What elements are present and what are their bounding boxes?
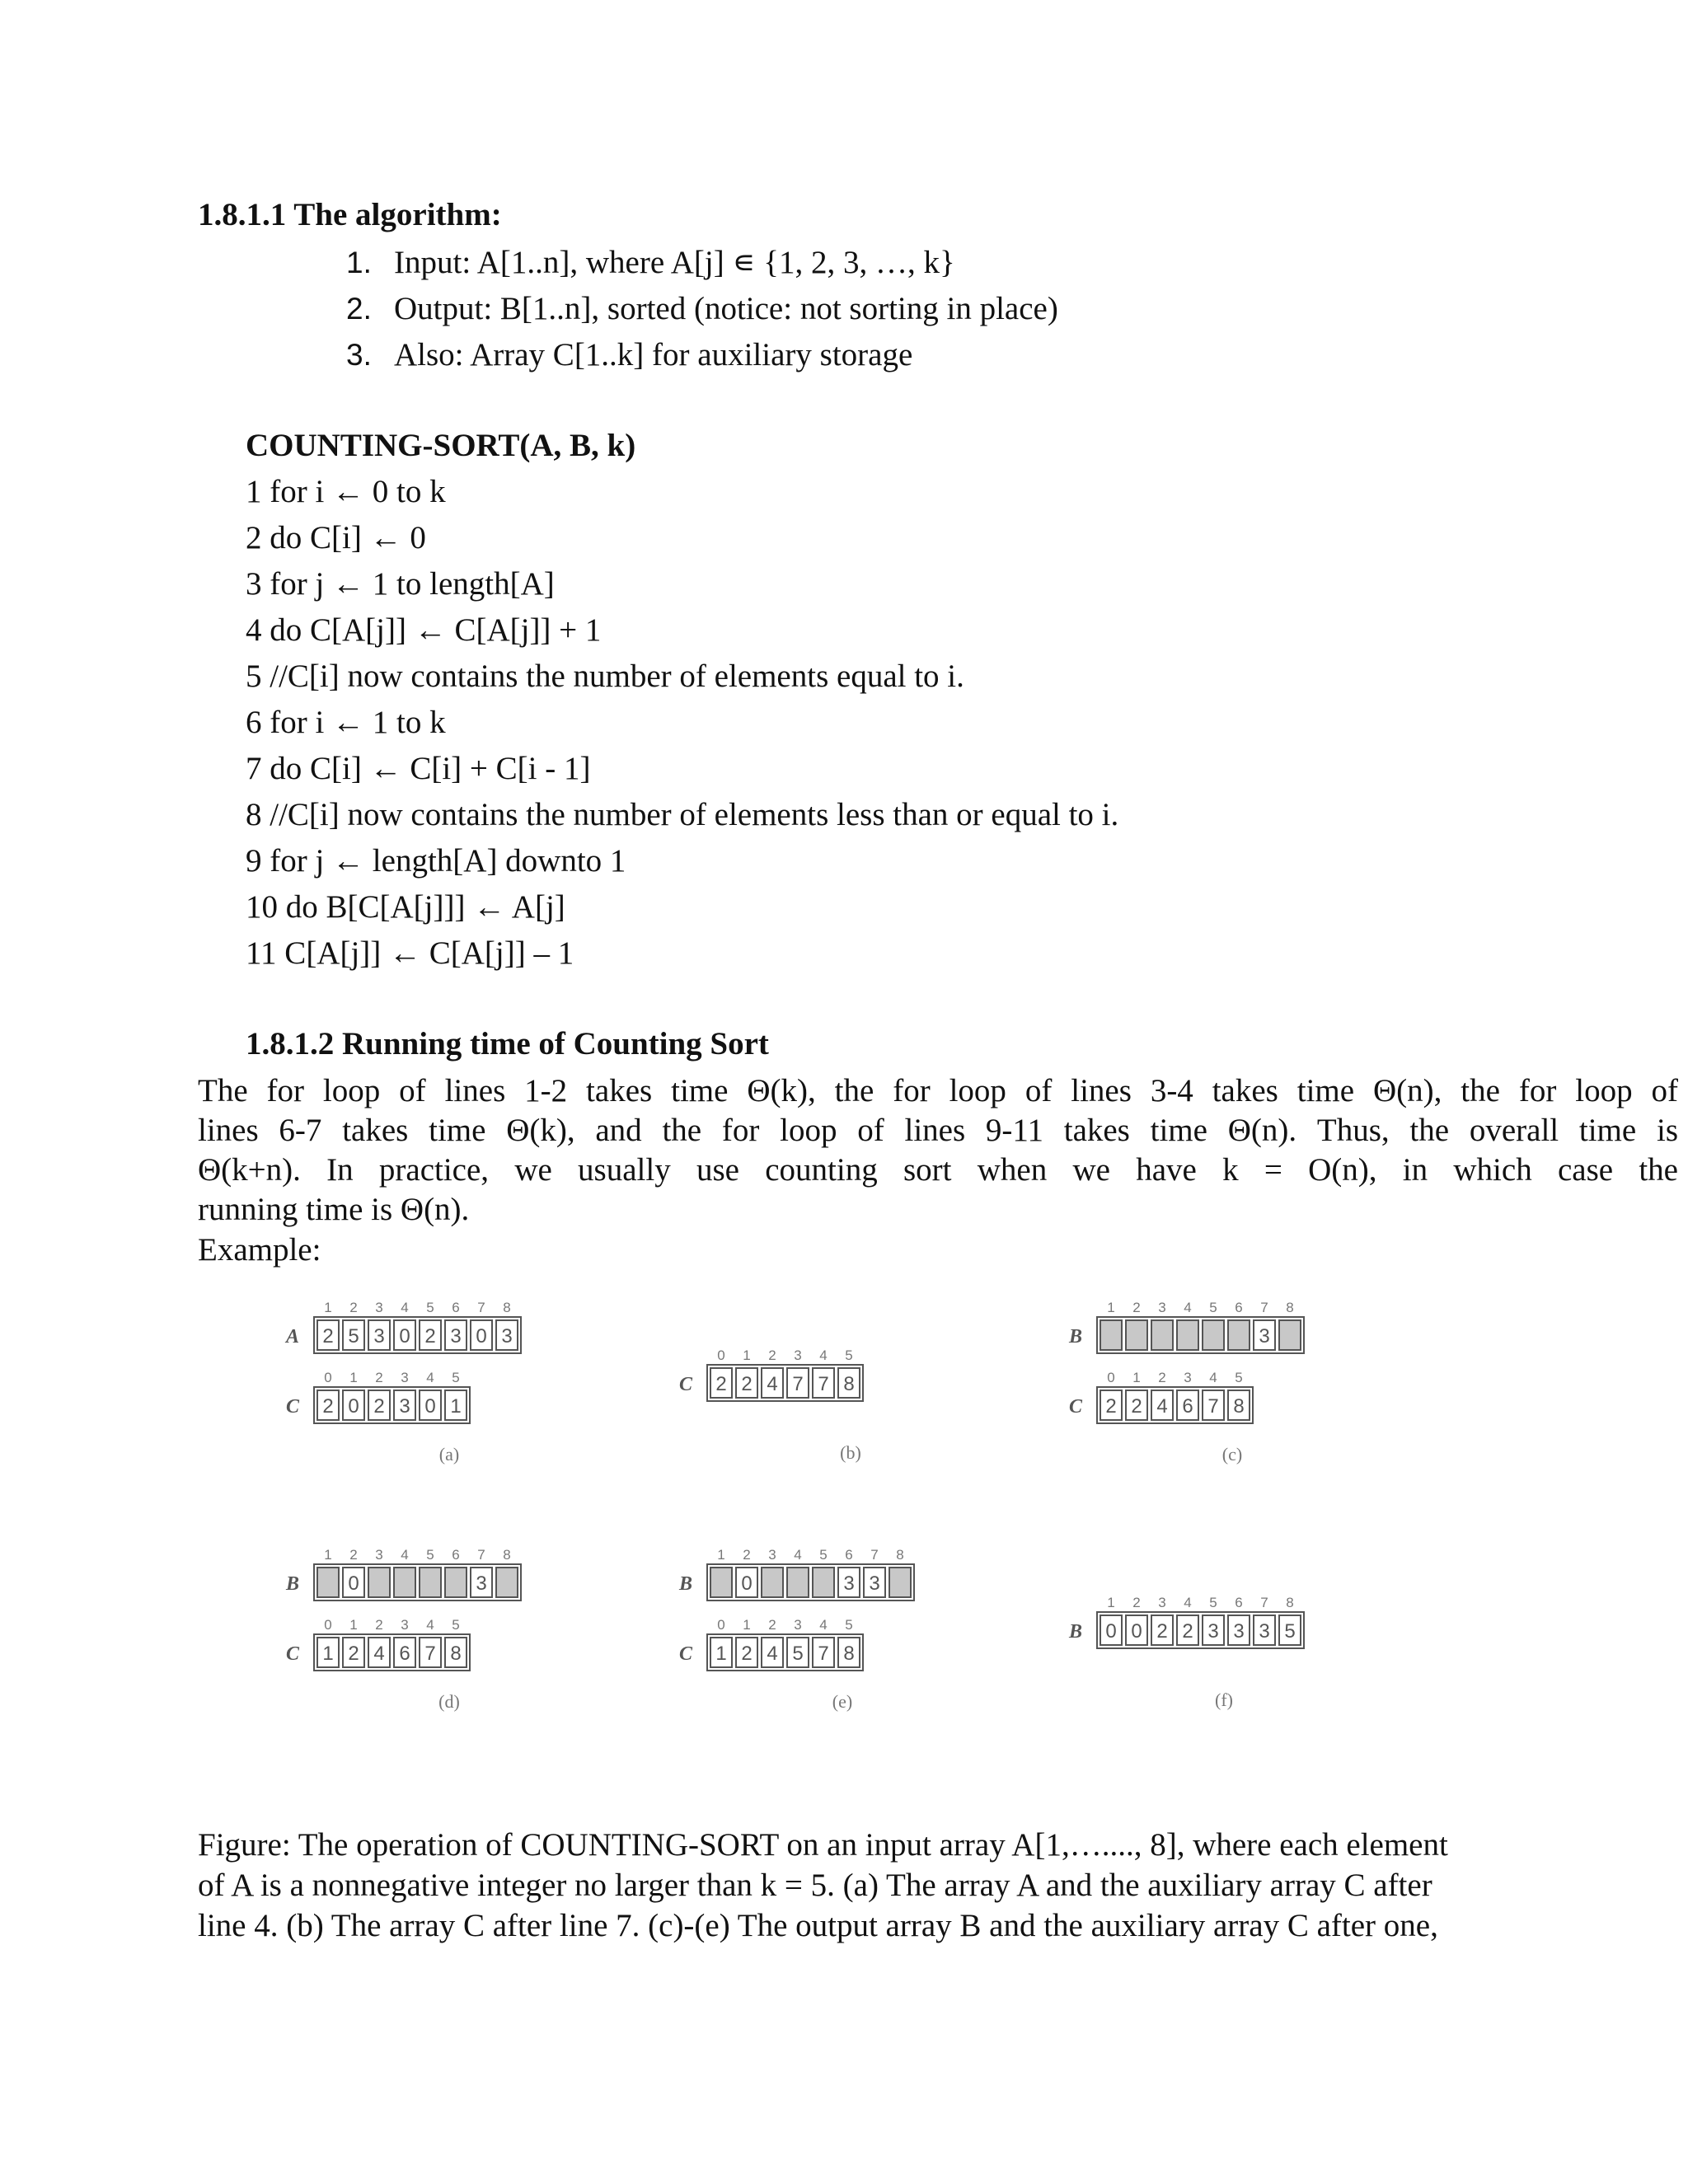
array-index-label: 2: [1132, 1302, 1141, 1315]
array-cell-value: 5: [792, 1643, 804, 1665]
array-cell-value: 2: [741, 1643, 753, 1665]
array-index-label: 3: [375, 1302, 383, 1315]
paragraph-line: lines 6-7 takes time Θ(k), and the for loop of lines 9-11 takes time Θ(n). Thus, the overall time is: [198, 1113, 1678, 1148]
array-cell-empty: [1126, 1320, 1147, 1350]
list-number: 3.: [346, 338, 372, 372]
array-index-label: 8: [1286, 1302, 1294, 1315]
array-cell-empty: [1279, 1320, 1301, 1350]
array-index-label: 2: [375, 1370, 383, 1385]
example-label: Example:: [198, 1232, 321, 1268]
array-cell-value: 8: [843, 1373, 855, 1395]
array-index-label: 3: [768, 1547, 776, 1563]
array-index-label: 0: [717, 1347, 725, 1363]
array-cell-value: 2: [373, 1395, 385, 1418]
array-index-label: 2: [1132, 1595, 1141, 1610]
array-cell-empty: [762, 1568, 783, 1597]
array-index-label: 1: [743, 1617, 751, 1633]
array-index-label: 4: [1184, 1595, 1192, 1610]
array-index-label: 5: [819, 1547, 828, 1563]
array-index-label: 4: [1209, 1370, 1217, 1385]
array-cell-value: 6: [399, 1643, 410, 1665]
array-name-label: C: [285, 1396, 300, 1418]
panel-label: (b): [840, 1442, 861, 1463]
code-line: 7 do C[i] ← C[i] + C[i - 1]: [246, 751, 591, 786]
code-line: 8 //C[i] now contains the number of elements less than or equal to i.: [246, 797, 1119, 832]
array-index-label: 3: [401, 1370, 409, 1385]
array-index-label: 3: [1158, 1595, 1166, 1610]
array-index-label: 5: [1209, 1302, 1217, 1315]
array-index-label: 2: [768, 1617, 776, 1633]
list-number: 2.: [346, 292, 372, 326]
array-index-label: 1: [349, 1370, 358, 1385]
array-cell-value: 7: [818, 1373, 829, 1395]
array-cell-empty: [445, 1568, 467, 1597]
array-cell-empty: [1228, 1320, 1250, 1350]
array-cell-value: 1: [715, 1643, 727, 1665]
array-name-label: B: [1068, 1326, 1083, 1347]
paragraph-line: running time is Θ(n).: [198, 1192, 470, 1227]
array-cell-value: 1: [322, 1643, 334, 1665]
array-index-label: 0: [324, 1617, 332, 1633]
array-index-label: 7: [1260, 1302, 1268, 1315]
array-cell-empty: [710, 1568, 732, 1597]
array-index-label: 7: [870, 1547, 879, 1563]
array-index-label: 7: [477, 1302, 485, 1315]
array-cell-empty: [1151, 1320, 1173, 1350]
array-index-label: 0: [717, 1617, 725, 1633]
array-index-label: 4: [426, 1617, 434, 1633]
array-index-label: 4: [401, 1302, 409, 1315]
array-cell-value: 8: [843, 1643, 855, 1665]
array-index-label: 5: [845, 1617, 853, 1633]
array-index-label: 6: [1235, 1595, 1243, 1610]
section-heading-algorithm: 1.8.1.1 The algorithm:: [198, 197, 502, 232]
array-index-label: 8: [503, 1302, 511, 1315]
array-index-label: 6: [452, 1547, 460, 1563]
array-index-label: 5: [452, 1617, 460, 1633]
array-cell-empty: [420, 1568, 441, 1597]
array-cell-value: 3: [1233, 1620, 1245, 1643]
array-index-label: 8: [896, 1547, 904, 1563]
array-index-label: 2: [375, 1617, 383, 1633]
array-cell-value: 2: [1156, 1620, 1168, 1643]
array-cell-value: 2: [424, 1325, 436, 1347]
array-cell-value: 4: [767, 1643, 778, 1665]
array-cell-empty: [1203, 1320, 1224, 1350]
array-cell-value: 7: [792, 1373, 804, 1395]
panel-label: (a): [438, 1444, 460, 1465]
array-name-label: C: [678, 1374, 693, 1395]
array-index-label: 0: [1107, 1370, 1115, 1385]
array-cell-value: 8: [1233, 1395, 1245, 1418]
array-cell-value: 2: [348, 1643, 359, 1665]
list-number: 1.: [346, 246, 372, 279]
array-cell-value: 1: [450, 1395, 462, 1418]
array-name-label: B: [1068, 1621, 1083, 1643]
paragraph-line: The for loop of lines 1-2 takes time Θ(k), the for loop of lines 3-4 takes time Θ(n), the for loop of: [198, 1073, 1678, 1108]
array-index-label: 1: [1107, 1595, 1115, 1610]
array-cell-empty: [1100, 1320, 1122, 1350]
array-cell-value: 3: [1259, 1620, 1270, 1643]
array-cell-value: 2: [715, 1373, 727, 1395]
array-index-label: 4: [794, 1547, 802, 1563]
array-cell-value: 0: [348, 1395, 359, 1418]
array-name-label: C: [678, 1643, 693, 1665]
array-index-label: 2: [349, 1302, 358, 1315]
array-cell-value: 3: [1259, 1325, 1270, 1347]
list-text: Input: A[1..n], where A[j] ∊ {1, 2, 3, …, k}: [394, 245, 955, 280]
array-cell-value: 0: [348, 1572, 359, 1595]
array-index-label: 1: [1107, 1302, 1115, 1315]
array-index-label: 1: [717, 1547, 725, 1563]
list-item: [346, 336, 912, 373]
code-line: 4 do C[A[j]] ← C[A[j]] + 1: [246, 612, 602, 648]
array-cell-empty: [394, 1568, 415, 1597]
section-heading-running-time: 1.8.1.2 Running time of Counting Sort: [246, 1026, 769, 1062]
array-cell-value: 0: [476, 1325, 487, 1347]
array-name-label: C: [285, 1643, 300, 1665]
array-index-label: 5: [1209, 1595, 1217, 1610]
array-index-label: 1: [324, 1547, 332, 1563]
list-text: Also: Array C[1..k] for auxiliary storage: [394, 337, 913, 373]
array-index-label: 1: [743, 1347, 751, 1363]
array-cell-value: 3: [450, 1325, 462, 1347]
array-index-label: 0: [324, 1370, 332, 1385]
array-index-label: 3: [794, 1347, 802, 1363]
code-line: 6 for i ← 1 to k: [246, 705, 446, 740]
array-cell-value: 2: [1131, 1395, 1142, 1418]
array-index-label: 3: [1184, 1370, 1192, 1385]
array-cell-value: 4: [1156, 1395, 1168, 1418]
list-text: Output: B[1..n], sorted (notice: not sorting in place): [394, 291, 1058, 326]
array-index-label: 4: [1184, 1302, 1192, 1315]
array-cell-value: 2: [1182, 1620, 1193, 1643]
array-index-label: 5: [426, 1547, 434, 1563]
panel-label: (d): [438, 1691, 460, 1712]
array-cell-value: 3: [843, 1572, 855, 1595]
array-index-label: 4: [819, 1617, 828, 1633]
array-cell-value: 7: [424, 1643, 436, 1665]
array-cell-value: 8: [450, 1643, 462, 1665]
panel-label: (f): [1215, 1690, 1233, 1710]
array-index-label: 3: [1158, 1302, 1166, 1315]
array-index-label: 5: [1235, 1370, 1243, 1385]
array-cell-empty: [787, 1568, 809, 1597]
array-index-label: 5: [452, 1370, 460, 1385]
panel-label: (c): [1221, 1444, 1243, 1465]
array-index-label: 1: [349, 1617, 358, 1633]
array-cell-value: 0: [424, 1395, 436, 1418]
array-cell-value: 5: [348, 1325, 359, 1347]
array-index-label: 4: [426, 1370, 434, 1385]
array-cell-empty: [496, 1568, 518, 1597]
array-index-label: 3: [375, 1547, 383, 1563]
code-title: COUNTING-SORT(A, B, k): [246, 428, 636, 463]
array-cell-value: 0: [741, 1572, 753, 1595]
code-line: 2 do C[i] ← 0: [246, 520, 426, 555]
array-cell-value: 4: [373, 1643, 385, 1665]
code-line: 5 //C[i] now contains the number of elements equal to i.: [246, 658, 964, 694]
array-cell-value: 0: [1105, 1620, 1117, 1643]
array-index-label: 4: [401, 1547, 409, 1563]
code-line: 11 C[A[j]] ← C[A[j]] – 1: [246, 935, 574, 971]
caption-line: of A is a nonnegative integer no larger than k = 5. (a) The array A and the auxiliary array C after: [198, 1868, 1432, 1903]
array-cell-value: 3: [501, 1325, 513, 1347]
array-index-label: 4: [819, 1347, 828, 1363]
code-line: 9 for j ← length[A] downto 1: [246, 843, 626, 879]
array-index-label: 8: [1286, 1595, 1294, 1610]
array-cell-value: 7: [818, 1643, 829, 1665]
code-line: 3 for j ← 1 to length[A]: [246, 566, 555, 602]
array-index-label: 2: [743, 1547, 751, 1563]
caption-line: line 4. (b) The array C after line 7. (c)-(e) The output array B and the auxiliary array C after one,: [198, 1908, 1438, 1943]
array-index-label: 2: [349, 1547, 358, 1563]
array-cell-empty: [889, 1568, 911, 1597]
array-cell-value: 2: [741, 1373, 753, 1395]
array-index-label: 5: [426, 1302, 434, 1315]
array-cell-value: 6: [1182, 1395, 1193, 1418]
code-line: 10 do B[C[A[j]]] ← A[j]: [246, 889, 565, 925]
array-index-label: 6: [452, 1302, 460, 1315]
array-index-label: 1: [324, 1302, 332, 1315]
array-cell-empty: [813, 1568, 834, 1597]
array-cell-value: 3: [476, 1572, 487, 1595]
list-item: [346, 244, 955, 281]
array-name-label: C: [1068, 1396, 1083, 1418]
array-index-label: 6: [845, 1547, 853, 1563]
array-index-label: 3: [401, 1617, 409, 1633]
array-name-label: A: [285, 1326, 300, 1347]
paragraph-line: Θ(k+n). In practice, we usually use counting sort when we have k = O(n), in which case the: [198, 1152, 1678, 1188]
array-cell-value: 4: [767, 1373, 778, 1395]
array-cell-value: 3: [1207, 1620, 1219, 1643]
array-index-label: 5: [845, 1347, 853, 1363]
array-cell-value: 5: [1284, 1620, 1296, 1643]
array-cell-value: 0: [399, 1325, 410, 1347]
array-cell-value: 7: [1207, 1395, 1219, 1418]
array-index-label: 2: [1158, 1370, 1166, 1385]
list-item: [346, 290, 1058, 327]
array-cell-value: 3: [399, 1395, 410, 1418]
array-cell-value: 3: [869, 1572, 880, 1595]
array-cell-empty: [317, 1568, 339, 1597]
array-index-label: 8: [503, 1547, 511, 1563]
array-index-label: 6: [1235, 1302, 1243, 1315]
array-index-label: 3: [794, 1617, 802, 1633]
array-name-label: B: [678, 1573, 693, 1595]
code-line: 1 for i ← 0 to k: [246, 474, 446, 509]
array-index-label: 2: [768, 1347, 776, 1363]
array-name-label: B: [285, 1573, 300, 1595]
panel-label: (e): [832, 1691, 853, 1712]
array-index-label: 7: [1260, 1595, 1268, 1610]
array-cell-value: 2: [322, 1325, 334, 1347]
caption-line: Figure: The operation of COUNTING-SORT on an input array A[1,…...., 8], where each element: [198, 1827, 1448, 1863]
array-cell-value: 3: [373, 1325, 385, 1347]
array-cell-empty: [368, 1568, 390, 1597]
array-cell-value: 2: [1105, 1395, 1117, 1418]
array-cell-value: 0: [1131, 1620, 1142, 1643]
array-cell-empty: [1177, 1320, 1198, 1350]
array-cell-value: 2: [322, 1395, 334, 1418]
array-index-label: 7: [477, 1547, 485, 1563]
counting-sort-figure: [0, 1302, 1688, 1797]
array-index-label: 1: [1132, 1370, 1141, 1385]
